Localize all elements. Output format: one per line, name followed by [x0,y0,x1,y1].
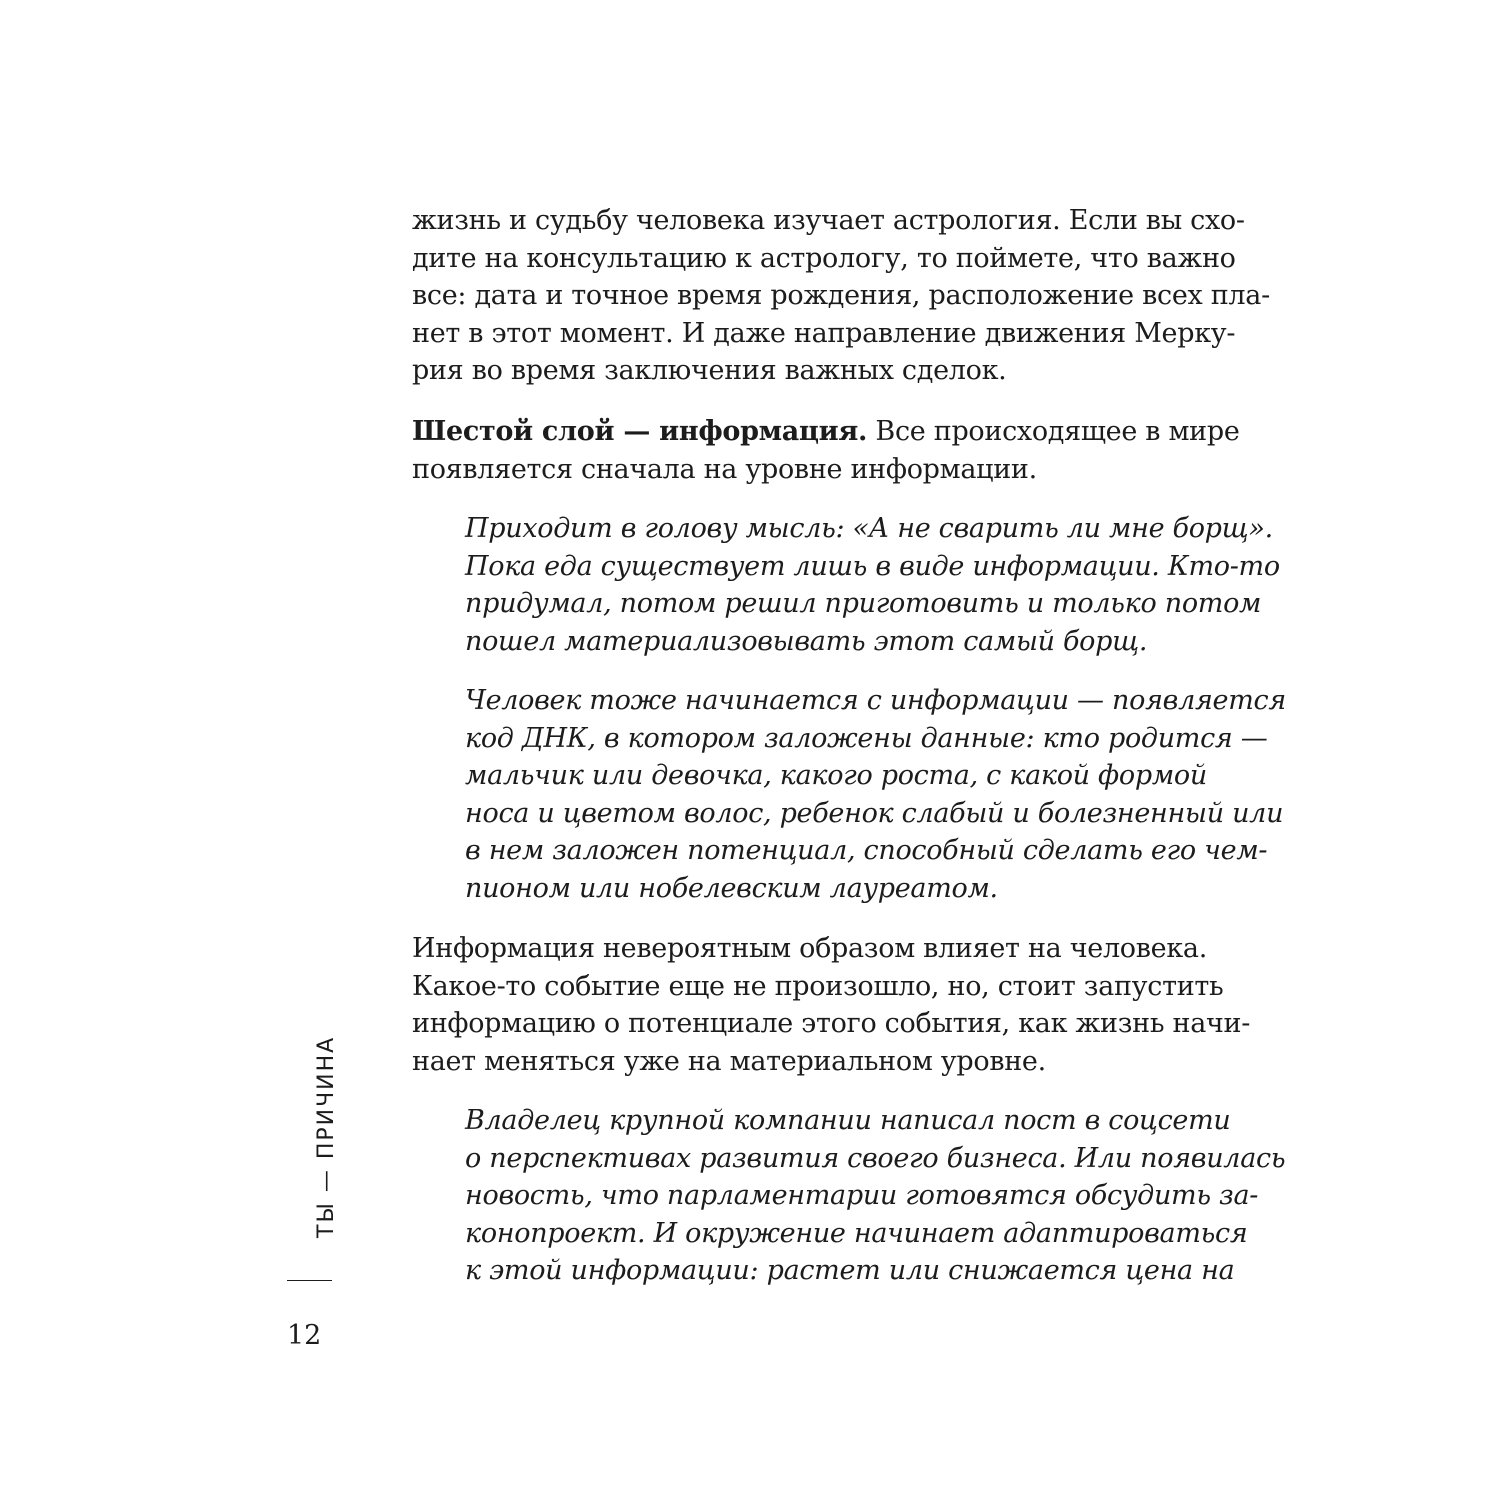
page-number: 12 [287,1320,322,1351]
text-line: информацию о потенциале этого события, как жизнь начи- [412,1008,1251,1039]
quote-dna [465,682,1286,907]
text-line: в нем заложен потенциал, способный сделать его чем- [465,835,1268,866]
text-line: нает меняться уже на материальном уровне. [412,1045,1046,1077]
text-line: о перспективах развития своего бизнеса. Или появилась [465,1142,1286,1174]
running-head-text: ТЫ — ПРИЧИНА [314,1035,339,1238]
text-line: Информация невероятным образом влияет на человека. [412,933,1208,964]
text-line: Владелец крупной компании написал пост в соцсети [465,1105,1231,1136]
quote-borscht [465,510,1280,660]
text-line: рия во время заключения важных сделок. [412,355,1007,386]
text-line: все: дата и точное время рождения, расположение всех пла- [412,280,1270,311]
section-lead: Шестой слой — информация. [412,416,868,447]
text-line: жизнь и судьбу человека изучает астрология. Если вы схо- [412,205,1245,236]
text-line: нет в этот момент. И даже направление движения Мерку- [412,317,1236,349]
quote-company-post [465,1102,1286,1290]
running-head-rule [287,1280,332,1281]
text-line: Пока еда существует лишь в виде информации. Кто-то [465,550,1280,582]
text-line: к этой информации: растет или снижается цена на [465,1255,1235,1286]
text-line [412,413,1240,451]
text-line: новость, что парламентарии готовятся обсудить за- [465,1180,1259,1211]
text-line: Приходит в голову мысль: «А не сварить ли мне борщ». [465,513,1273,544]
text-line: пионом или нобелевским лауреатом. [465,872,998,904]
text-line: пошел материализовывать этот самый борщ. [465,625,1148,657]
text-line: придумал, потом решил приготовить и только потом [465,588,1262,619]
paragraph-astrology [412,202,1270,390]
running-head [312,1035,352,1238]
text-line: Человек тоже начинается с информации — появляется [465,685,1286,716]
text-line: появляется сначала на уровне информации. [412,453,1037,485]
text-line: код ДНК, в котором заложены данные: кто родится — [465,722,1268,754]
text-line: носа и цветом волос, ребенок слабый и болезненный или [465,797,1284,829]
paragraph-sixth-layer [412,413,1240,488]
text-run: Все происходящее в мире [867,416,1240,447]
text-line: конопроект. И окружение начинает адаптироваться [465,1217,1248,1249]
text-line: дите на консультацию к астрологу, то поймете, что важно [412,242,1236,274]
paragraph-information-influence [412,930,1251,1080]
text-line: мальчик или девочка, какого роста, с какой формой [465,760,1207,791]
text-line: Какое-то событие еще не произошло, но, стоит запустить [412,970,1224,1002]
